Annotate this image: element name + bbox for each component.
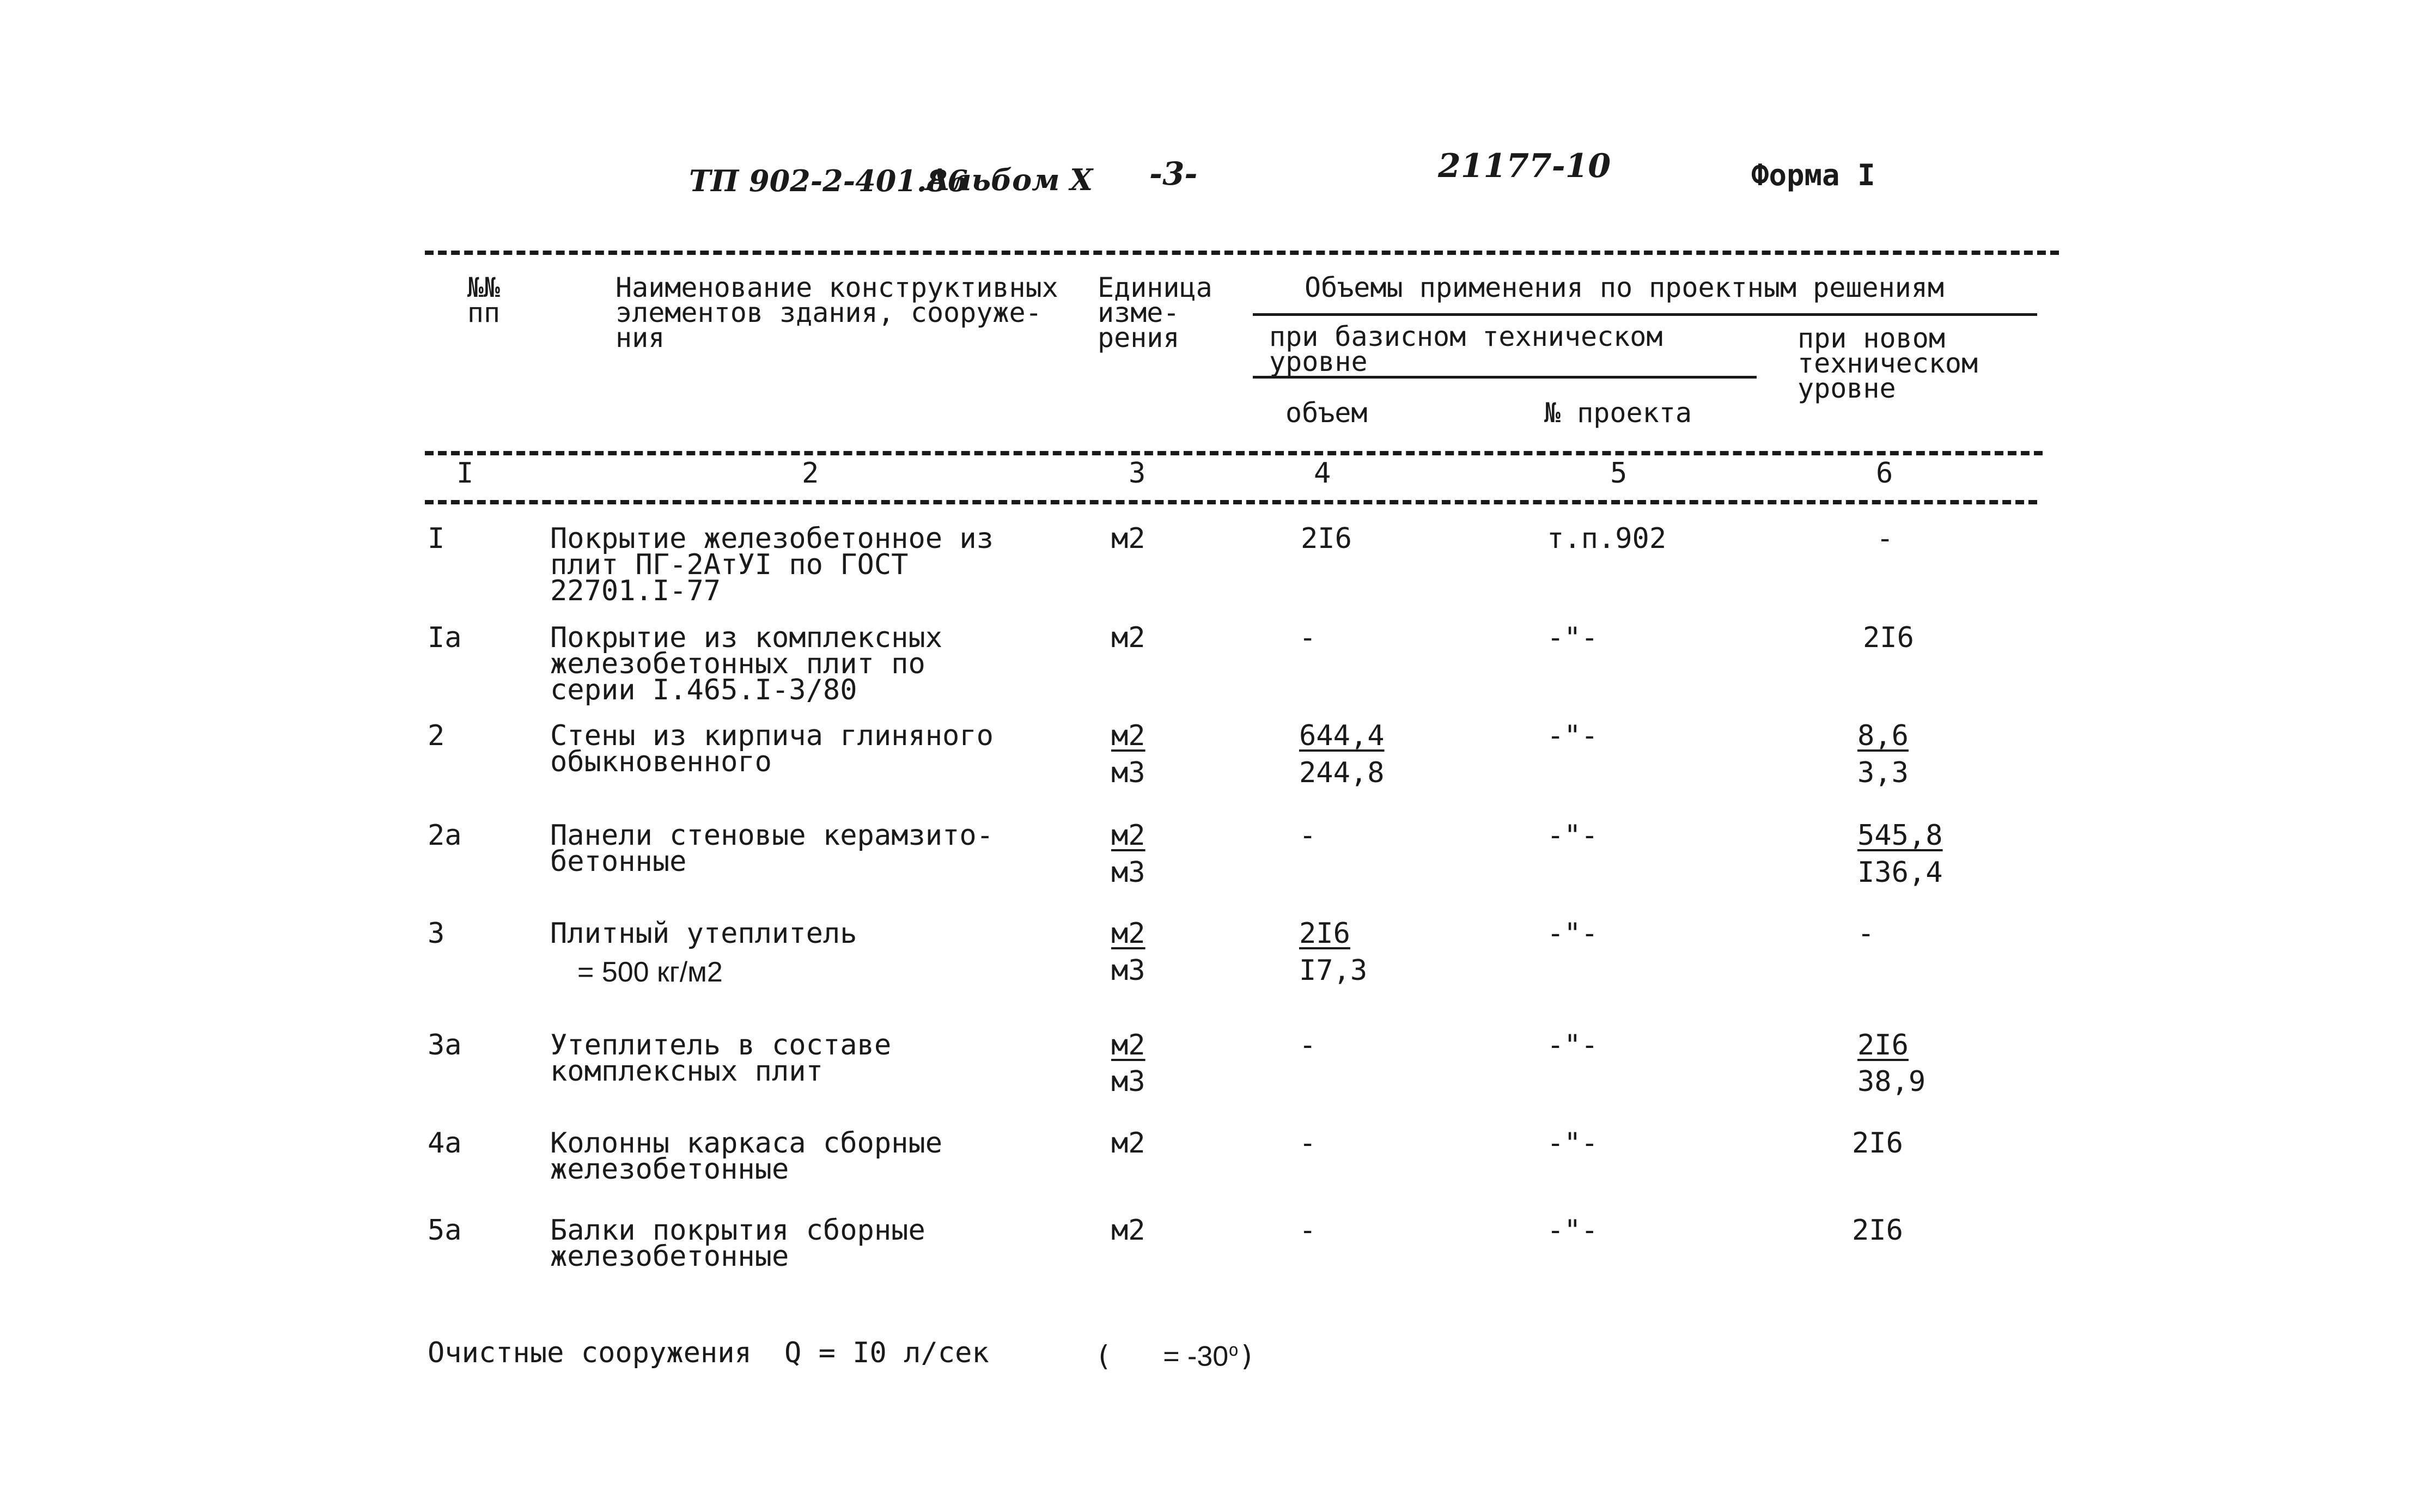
- row-volume-2: 244,8: [1299, 757, 1385, 789]
- row-unit: м2: [1111, 522, 1145, 555]
- row-unit: м2: [1111, 1214, 1145, 1247]
- row-number: Iа: [428, 621, 462, 654]
- table-top-rule: [425, 251, 2059, 255]
- row-project: -"-: [1547, 621, 1598, 654]
- row-new-volume: 2I6: [1852, 1127, 1903, 1160]
- col-head-num: №№ пп: [467, 272, 501, 328]
- row-number: I: [428, 522, 445, 555]
- row-volume: -: [1299, 819, 1317, 852]
- row-new-volume: 2I6: [1863, 621, 1914, 654]
- row-number: 3а: [428, 1029, 462, 1062]
- row-unit: м2: [1111, 720, 1145, 752]
- row-unit: м2: [1111, 917, 1145, 950]
- row-new-volume: 8,6: [1857, 720, 1909, 752]
- row-new-volume-2: I36,4: [1857, 856, 1943, 889]
- row-unit-2: м3: [1111, 757, 1145, 789]
- album-label: Альбом X: [926, 162, 1093, 197]
- row-volume: -: [1299, 1214, 1317, 1247]
- row-unit-2: м3: [1111, 954, 1145, 987]
- footer-flow: Q = I0 л/сек: [784, 1337, 989, 1369]
- inventory-number: 21177-10: [1438, 147, 1611, 185]
- column-number-4: 4: [1314, 457, 1331, 490]
- column-number-5: 5: [1610, 457, 1628, 490]
- row-project: -"-: [1547, 1029, 1598, 1062]
- row-unit: м2: [1111, 1029, 1145, 1062]
- row-name: Покрытие железобетонное из плит ПГ-2АтУI по ГОСТ 22701.I-77: [550, 522, 994, 607]
- column-numbers-top-rule: [425, 451, 2043, 455]
- page-number: -3-: [1149, 155, 1198, 192]
- row-name: Утеплитель в составе комплексных плит: [550, 1029, 892, 1088]
- row-volume: -: [1299, 621, 1317, 654]
- row-unit: м2: [1111, 819, 1145, 852]
- row-project: -"-: [1547, 1214, 1598, 1247]
- row-name-density: = 500 кг/м2: [577, 956, 723, 988]
- row-new-volume: 2I6: [1857, 1029, 1909, 1062]
- row-name: Панели стеновые керамзито- бетонные: [550, 819, 994, 878]
- row-unit: м2: [1111, 1127, 1145, 1160]
- col-head-volume: объем: [1285, 397, 1368, 429]
- row-new-volume: -: [1857, 917, 1875, 950]
- col-head-volumes: Объемы применения по проектным решениям: [1305, 272, 1944, 303]
- row-name: Плитный утеплитель: [550, 917, 857, 950]
- footer-label: Очистные сооружения: [428, 1337, 752, 1369]
- footer-temp-value: = -30: [1163, 1340, 1229, 1373]
- footer-temp: [1095, 1337, 1256, 1373]
- volumes-underline: [1253, 313, 2037, 316]
- row-number: 5а: [428, 1214, 462, 1247]
- basic-underline: [1253, 376, 1757, 379]
- row-name: Балки покрытия сборные железобетонные: [550, 1214, 925, 1273]
- row-project: -"-: [1547, 819, 1598, 852]
- row-project: -"-: [1547, 720, 1598, 752]
- row-volume: -: [1299, 1029, 1317, 1062]
- col-head-new: при новом техническом уровне: [1797, 322, 1978, 404]
- row-project: т.п.902: [1547, 522, 1667, 555]
- row-number: 4а: [428, 1127, 462, 1160]
- doc-code: ТП 902-2-401.86: [689, 163, 968, 198]
- col-head-basic: при базисном техническом уровне: [1269, 321, 1663, 377]
- row-new-volume: 545,8: [1857, 819, 1943, 852]
- row-name: Колонны каркаса сборные железобетонные: [550, 1127, 943, 1186]
- row-volume: 2I6: [1299, 917, 1350, 950]
- row-volume: 644,4: [1299, 720, 1385, 752]
- column-number-2: 2: [802, 457, 819, 490]
- row-project: -"-: [1547, 917, 1598, 950]
- column-number-1: I: [456, 457, 474, 490]
- row-volume-2: I7,3: [1299, 954, 1368, 987]
- row-number: 2а: [428, 819, 462, 852]
- column-number-3: 3: [1129, 457, 1146, 490]
- col-head-name: Наименование конструктивных элементов здания, сооруже- ния: [616, 272, 1058, 353]
- row-unit: м2: [1111, 621, 1145, 654]
- footer-temp-open: (: [1095, 1340, 1112, 1373]
- form-label: Форма I: [1751, 158, 1875, 192]
- row-volume: 2I6: [1301, 522, 1352, 555]
- row-volume: -: [1299, 1127, 1317, 1160]
- column-number-6: 6: [1876, 457, 1893, 490]
- row-unit-2: м3: [1111, 1065, 1145, 1098]
- footer-temp-degree: o: [1228, 1340, 1239, 1360]
- row-number: 3: [428, 917, 445, 950]
- row-new-volume: -: [1876, 522, 1894, 555]
- row-name: Покрытие из комплексных железобетонных плит по серии I.465.I-3/80: [550, 621, 943, 706]
- col-head-project: № проекта: [1544, 397, 1692, 429]
- row-project: -"-: [1547, 1127, 1598, 1160]
- row-name: Стены из кирпича глиняного обыкновенного: [550, 720, 994, 778]
- row-number: 2: [428, 720, 445, 752]
- row-new-volume-2: 38,9: [1857, 1065, 1926, 1098]
- footer-temp-close: ): [1239, 1340, 1256, 1373]
- row-unit-2: м3: [1111, 856, 1145, 889]
- row-new-volume-2: 3,3: [1857, 757, 1909, 789]
- column-numbers-bottom-rule: [425, 500, 2037, 504]
- col-head-unit: Единица изме- рения: [1098, 272, 1212, 353]
- row-new-volume: 2I6: [1852, 1214, 1903, 1247]
